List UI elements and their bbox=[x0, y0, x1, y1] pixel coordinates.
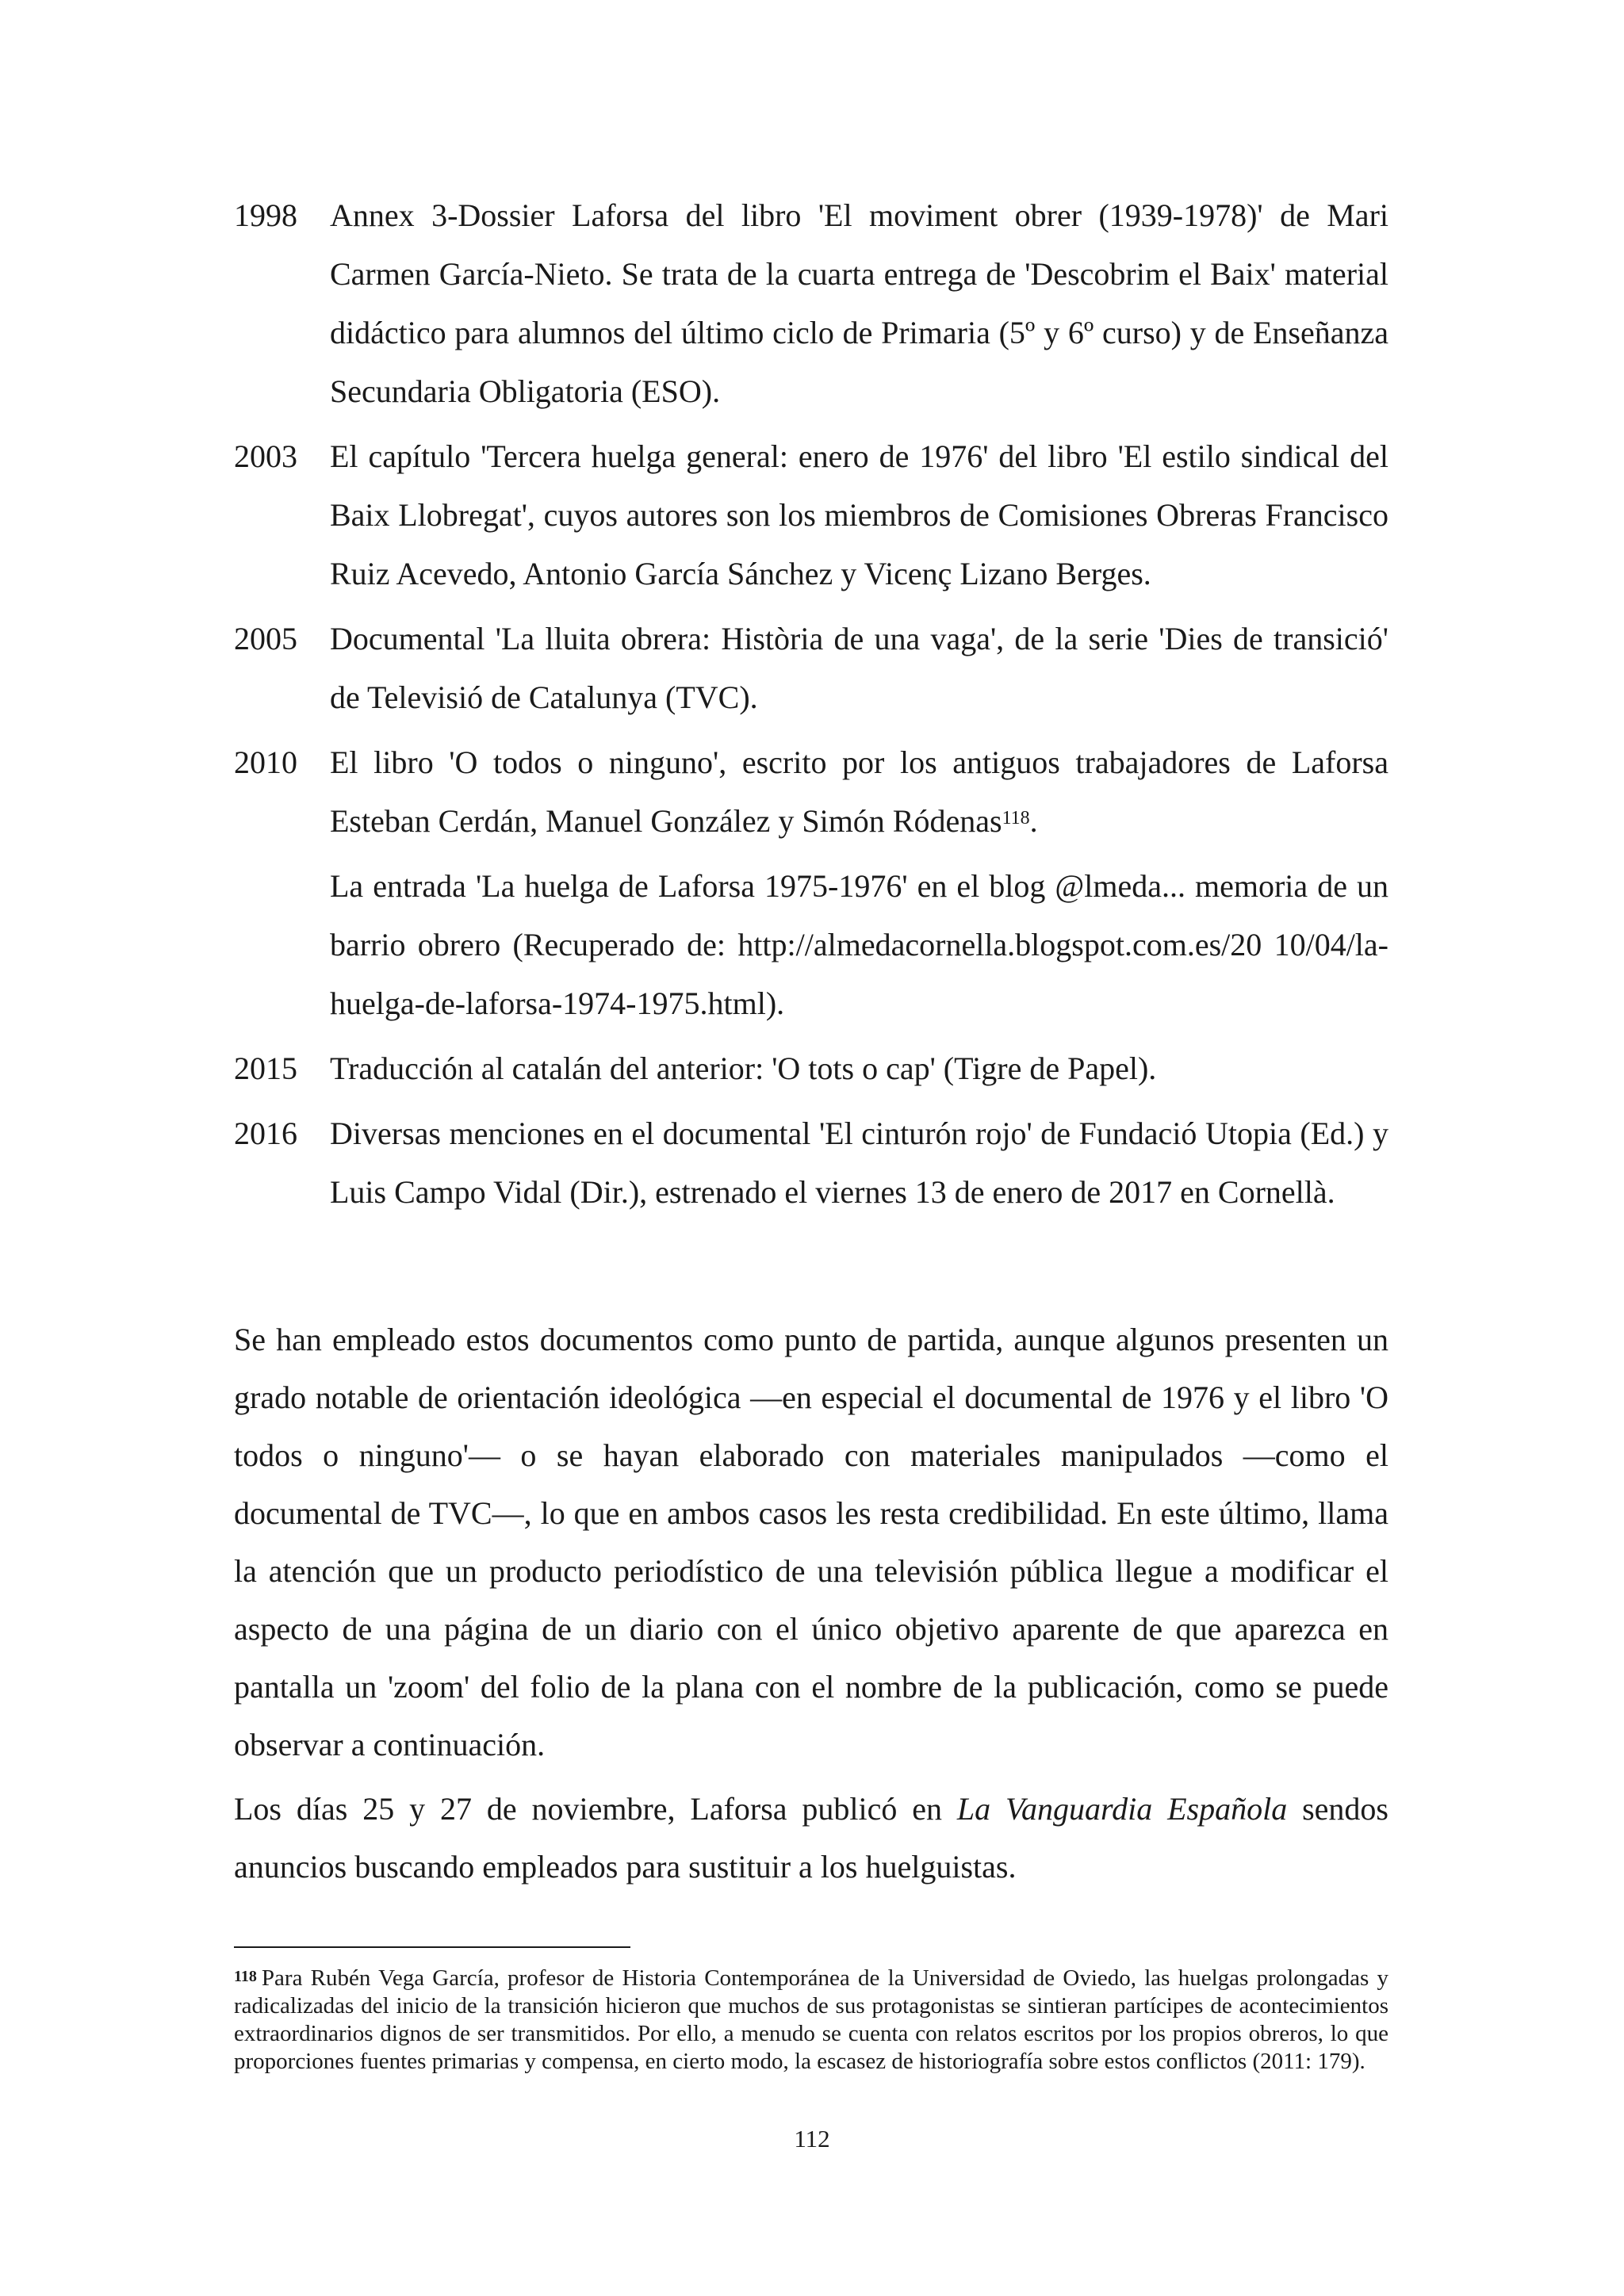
entry-body bbox=[330, 1104, 1388, 1222]
entry-year: 2016 bbox=[234, 1115, 297, 1151]
entry-year: 2015 bbox=[234, 1050, 297, 1086]
chronology-list bbox=[234, 186, 1388, 1228]
entry-body bbox=[330, 733, 1388, 1033]
chronology-entry-2005 bbox=[234, 610, 1388, 727]
entry-text-end: . bbox=[1029, 803, 1038, 839]
chronology-entry-2016 bbox=[234, 1104, 1388, 1222]
body-paragraph: Se han empleado estos documentos como punto de partida, aunque algunos presenten un grado notable de orientación ideológica —en especial el documental de 1976 y el libro 'O todos o ninguno'— o se hayan elaborado con materiales manipulados —como el documental de TVC—, lo que en ambos casos les resta credibilidad. En este último, llama la atención que un producto periodístico de una televisión pública llegue a modificar el aspecto de una página de un diario con el único objetivo aparente de que aparezca en pantalla un 'zoom' del folio de la plana con el nombre de la publicación, como se puede observar a continuación. bbox=[234, 1322, 1388, 1762]
footnote-reference[interactable]: 118 bbox=[1002, 808, 1030, 828]
entry-text-main: El libro 'O todos o ninguno', escrito por los antiguos trabajadores de Laforsa Esteban Cerdán, Manuel González y Simón Ródenas bbox=[330, 744, 1388, 839]
entry-year: 2003 bbox=[234, 438, 297, 474]
chronology-entry-1998 bbox=[234, 186, 1388, 421]
entry-text: Annex 3-Dossier Laforsa del libro 'El moviment obrer (1939-1978)' de Mari Carmen García-Nieto. Se trata de la cuarta entrega de 'Descobrim el Baix' material didáctico para alumnos del último ciclo de Primaria (5º y 6º curso) y de Enseñanza Secundaria Obligatoria (ESO). bbox=[330, 197, 1388, 409]
entry-body bbox=[330, 610, 1388, 727]
entry-body bbox=[330, 427, 1388, 603]
entry-text: Diversas menciones en el documental 'El cinturón rojo' de Fundació Utopia (Ed.) y Luis Campo Vidal (Dir.), estrenado el viernes 13 de enero de 2017 en Cornellà. bbox=[330, 1115, 1388, 1210]
entry-text bbox=[330, 733, 1388, 851]
body-text bbox=[234, 1311, 1388, 1902]
entry-text-secondary: La entrada 'La huelga de Laforsa 1975-1976' en el blog @lmeda... memoria de un barrio obrero (Recuperado de: http://almedacornella.blogspot.com.es/20 10/04/la-huelga-de-laforsa-1974-1975.html). bbox=[330, 868, 1388, 1021]
footnote-number: 118 bbox=[234, 1968, 257, 1985]
entry-body bbox=[330, 1039, 1388, 1098]
footnote-text: Para Rubén Vega García, profesor de Historia Contemporánea de la Universidad de Oviedo, las huelgas prolongadas y radicalizadas del inicio de la transición hicieron que muchos de sus protagonistas se sintieran partícipes de acontecimientos extraordinarios dignos de ser transmitidos. Por ello, a menudo se cuenta con relatos escritos por los propios obreros, lo que proporciones fuentes primarias y compensa, en cierto modo, la escasez de historiografía sobre estos conflictos (2011: 179). bbox=[234, 1965, 1388, 2074]
entry-text: El capítulo 'Tercera huelga general: enero de 1976' del libro 'El estilo sindical del Baix Llobregat', cuyos autores son los miembros de Comisiones Obreras Francisco Ruiz Acevedo, Antonio García Sánchez y Vicenç Lizano Berges. bbox=[330, 438, 1388, 591]
entry-year: 2010 bbox=[234, 744, 297, 780]
newspaper-title: La Vanguardia Española bbox=[956, 1791, 1288, 1827]
chronology-entry-2015 bbox=[234, 1039, 1388, 1098]
entry-year: 2005 bbox=[234, 621, 297, 656]
body-text-span: Los días 25 y 27 de noviembre, Laforsa publicó en bbox=[234, 1791, 957, 1827]
entry-text: Traducción al catalán del anterior: 'O tots o cap' (Tigre de Papel). bbox=[330, 1050, 1157, 1086]
entry-body bbox=[330, 186, 1388, 421]
footnote bbox=[234, 1965, 1388, 2076]
page-number: 112 bbox=[794, 2125, 830, 2152]
body-text-span: sendos anuncios buscando empleados para sustituir a los huelguistas. bbox=[234, 1791, 1388, 1885]
chronology-entry-2003 bbox=[234, 427, 1388, 603]
entry-year: 1998 bbox=[234, 197, 297, 233]
footnote-divider bbox=[234, 1946, 630, 1948]
chronology-entry-2010 bbox=[234, 733, 1388, 1033]
body-paragraph bbox=[234, 1780, 1388, 1896]
entry-text: Documental 'La lluita obrera: Història de una vaga', de la serie 'Dies de transició' de Televisió de Catalunya (TVC). bbox=[330, 621, 1388, 715]
